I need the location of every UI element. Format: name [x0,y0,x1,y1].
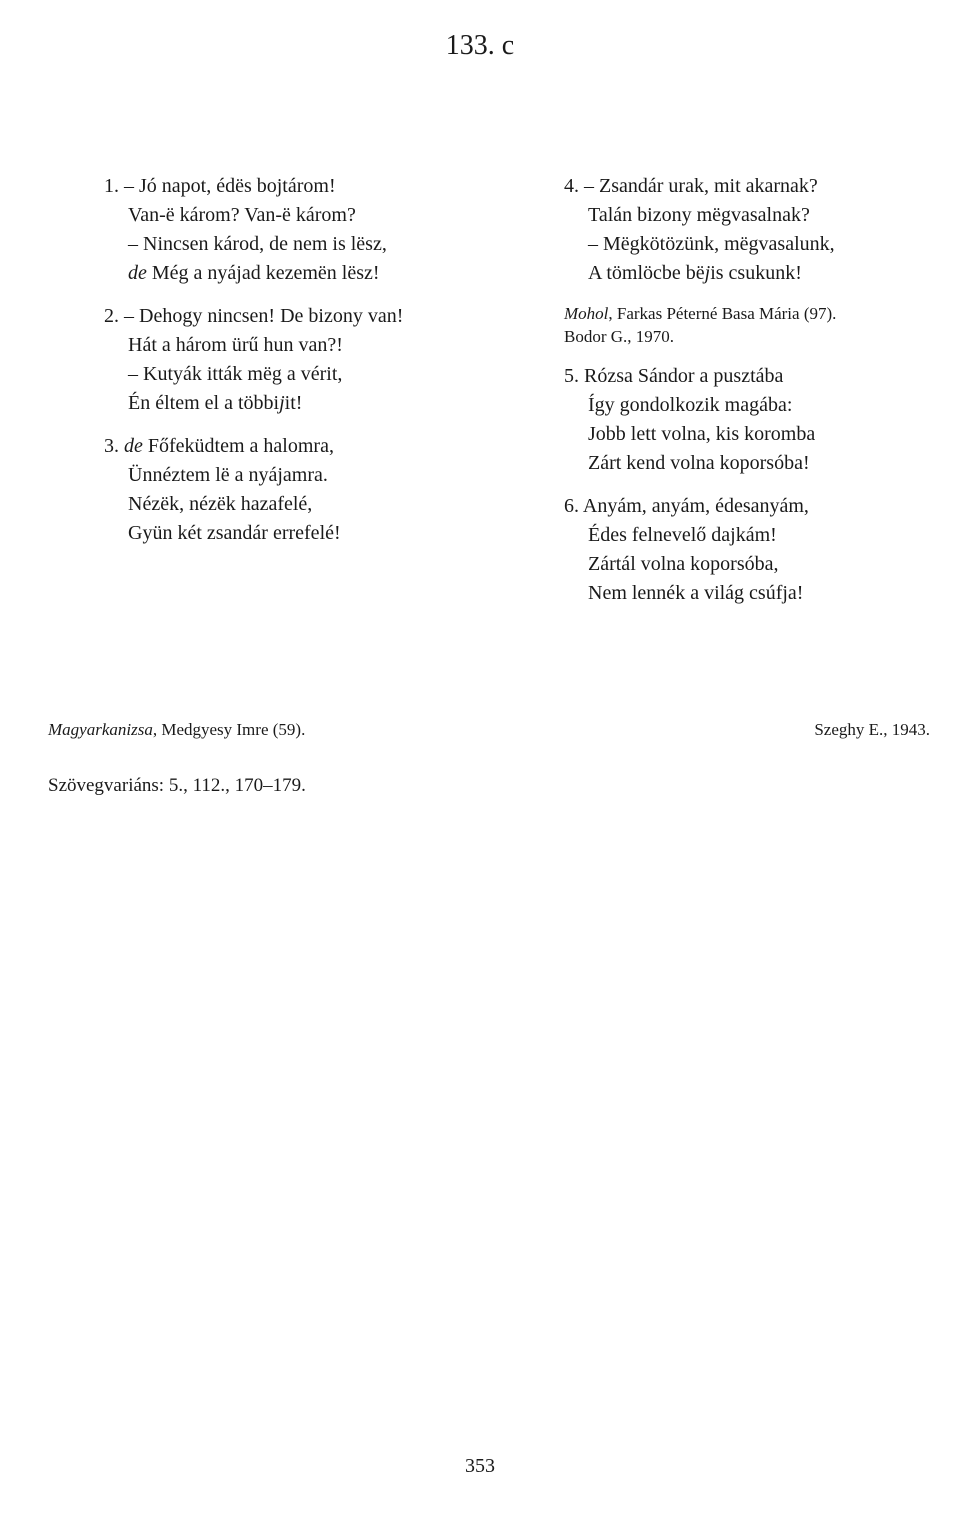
stanza-2-line-1: 2. – Dehogy nincsen! De bizony van! [104,305,404,327]
stanza-2-line-4 [104,389,504,418]
stanza-4-line-3: – Mëgkötözünk, mëgvasalunk, [588,233,835,255]
source-performer-line [564,302,944,325]
stanza-5-line-2: Így gondolkozik magába: [588,394,793,416]
stanza-1-line-4 [104,259,504,288]
stanza-4-line-4 [564,259,944,288]
stanza-2-line-4-text: Én éltem el a többi [128,392,280,414]
left-column [104,172,504,548]
stanza-5-line-4: Zárt kend volna koporsóba! [588,452,810,474]
stanza-4-line-1: 4. – Zsandár urak, mit akarnak? [564,175,818,197]
page-number: 353 [465,1455,495,1477]
stanza-2-line-4-end: it! [284,392,303,414]
source-collector: Bodor G., 1970. [564,327,675,346]
stanza-5-line-3: Jobb lett volna, kis koromba [588,423,816,445]
stanza-1-line-1: 1. – Jó napot, édës bojtárom! [104,175,336,197]
stanza-2-line-4-italic: j [279,392,285,414]
stanza-3 [104,432,504,548]
stanza-3-number: 3. [104,435,124,457]
stanza-2 [104,302,504,418]
stanza-4-line-4-text: A tömlöcbe bë [588,262,705,284]
text-variants: Szövegvariáns: 5., 112., 170–179. [48,775,306,796]
stanza-3-line-4: Gyün két zsandár errefelé! [128,522,341,544]
stanza-1-line-3: – Nincsen károd, de nem is lësz, [128,233,387,255]
stanza-3-line-1 [104,432,504,461]
footer-source [48,720,305,740]
stanza-4 [564,172,944,288]
stanza-1-line-2: Van-ë károm? Van-ë károm? [128,204,356,226]
stanza-5 [564,362,944,478]
stanza-6 [564,492,944,608]
stanza-6-line-2: Édes felnevelő dajkám! [588,524,777,546]
stanza-4-line-4-end: is csukunk! [710,262,802,284]
stanza-3-line-2: Ünnéztem lë a nyájamra. [128,464,328,486]
stanza-2-line-2: Hát a három ürű hun van?! [128,334,343,356]
stanza-6-line-4: Nem lennék a világ csúfja! [588,582,804,604]
stanza-6-line-1: 6. Anyám, anyám, édesanyám, [564,495,809,517]
footer-performer: , Medgyesy Imre (59). [152,720,306,739]
stanza-4-line-4-italic: j [704,262,711,284]
stanza-1-line-4-text: Még a nyájad kezemën lësz! [146,262,380,284]
page-title: 133. c [445,30,515,61]
right-column [564,172,944,608]
stanza-5-line-1: 5. Rózsa Sándor a pusztába [564,365,784,387]
footer-collector: Szeghy E., 1943. [814,720,930,739]
stanza-1-line-4-italic: de [128,262,147,284]
stanza-3-line-1-italic: de [124,435,143,457]
source-place: Mohol [564,304,609,323]
stanza-3-line-3: Nézëk, nézëk hazafelé, [128,493,313,515]
stanza-6-line-3: Zártál volna koporsóba, [588,553,779,575]
stanza-3-line-1-text: Főfeküdtem a halomra, [142,435,334,457]
stanza-1 [104,172,504,288]
footer-place: Magyarkanizsa [48,720,153,739]
stanza-4-line-2: Talán bizony mëgvasalnak? [588,204,810,226]
source-note-mohol [564,302,944,348]
stanza-2-line-3: – Kutyák itták mëg a vérit, [128,363,343,385]
source-performer: , Farkas Péterné Basa Mária (97). [608,304,837,323]
